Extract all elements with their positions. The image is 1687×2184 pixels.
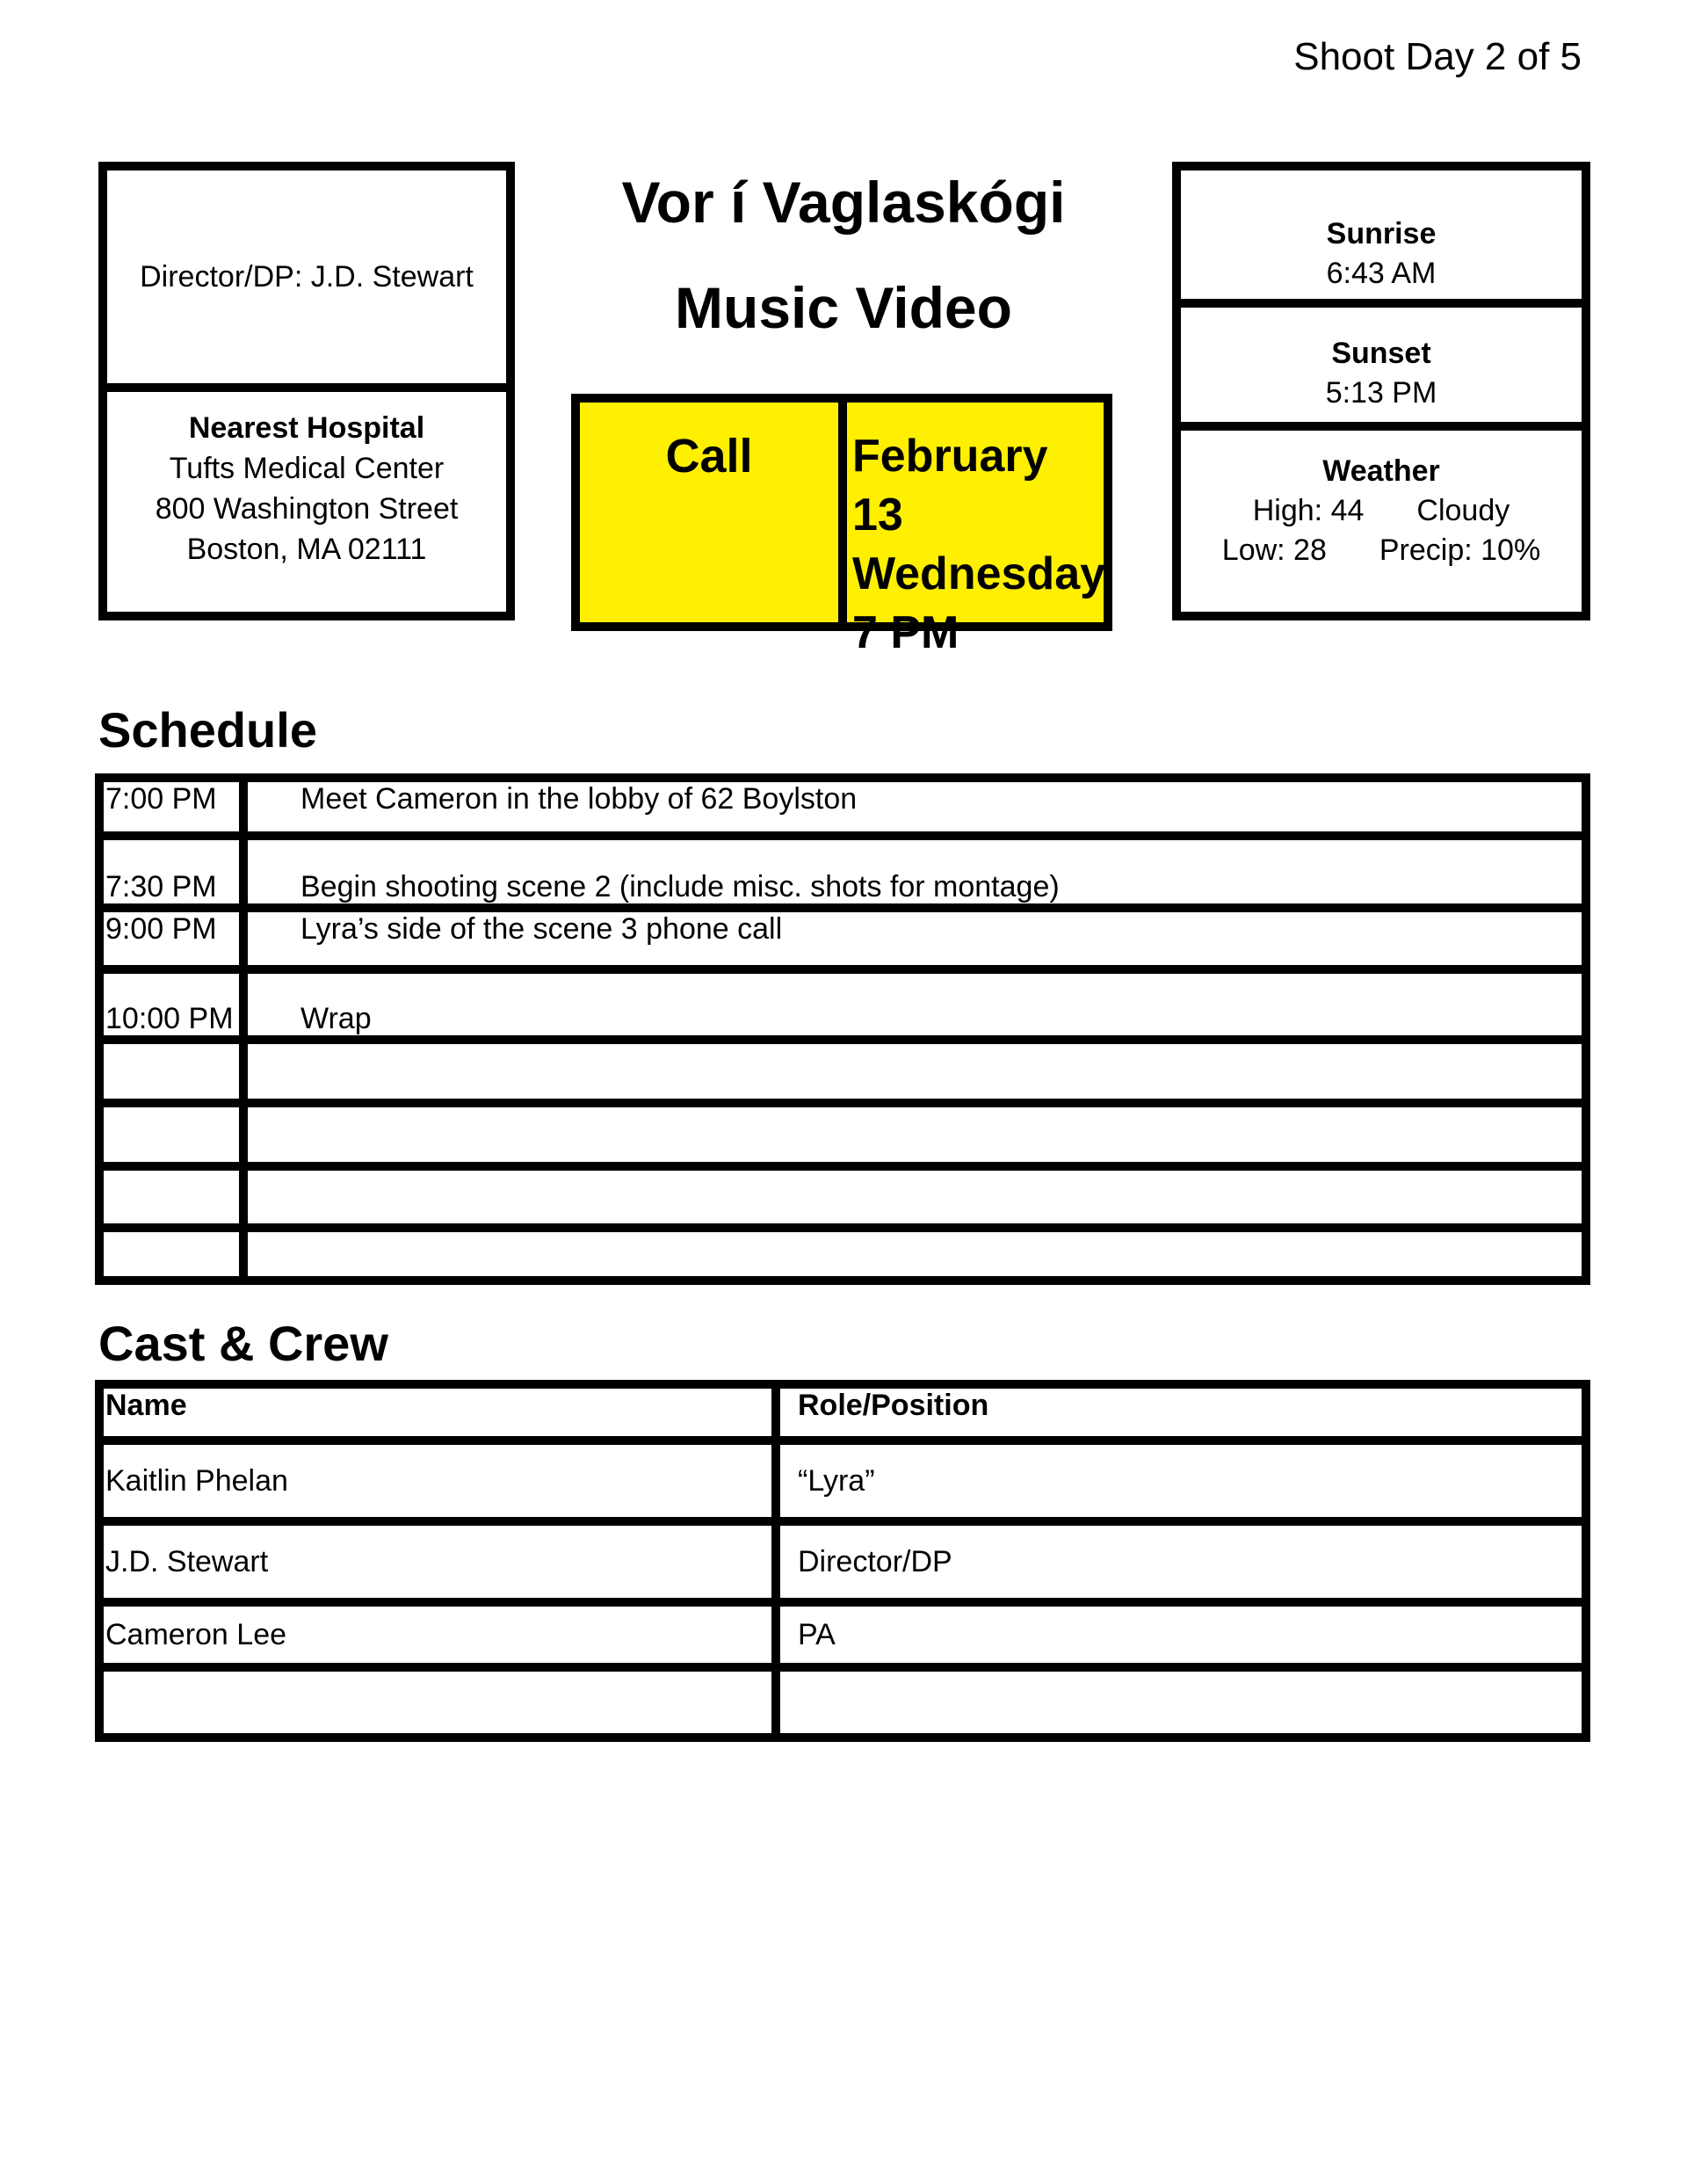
schedule-heading: Schedule [98,702,317,758]
sunrise-label: Sunrise [1326,217,1437,250]
schedule-time [99,1040,243,1103]
schedule-activity: Wrap [243,969,1586,1040]
call-label-box [571,394,847,631]
schedule-activity [243,1228,1586,1281]
weather-precip: Precip: 10% [1379,533,1541,567]
hospital-heading: Nearest Hospital [188,411,425,445]
cast-crew-table [95,1380,1590,1742]
director-box [98,162,515,392]
cast-row [99,1521,1586,1602]
sunset-label: Sunset [1331,337,1431,370]
cast-header-name: Name [99,1384,776,1440]
schedule-activity [243,1040,1586,1103]
call-details-box [838,394,1112,658]
schedule-row [99,969,1586,1040]
sunset-box [1172,299,1590,431]
cast-name [99,1667,776,1738]
schedule-activity: Meet Cameron in the lobby of 62 Boylston [243,778,1586,836]
schedule-activity: Lyra’s side of the scene 3 phone call [243,908,1586,969]
schedule-row [99,1040,1586,1103]
cast-header-row [99,1384,1586,1440]
sunset-time: 5:13 PM [1325,376,1437,410]
schedule-time: 7:30 PM [99,836,243,908]
schedule-time: 7:00 PM [99,778,243,836]
cast-name: Kaitlin Phelan [99,1440,776,1521]
director-text: Director/DP: J.D. Stewart [140,259,474,294]
hospital-name: Tufts Medical Center [169,452,445,485]
call-time: 7 PM [852,607,959,658]
hospital-city: Boston, MA 02111 [186,533,427,566]
weather-row-1 [1181,491,1582,531]
call-date: February 13 [852,431,1048,541]
schedule-row [99,778,1586,836]
weather-row-2 [1181,531,1582,570]
cast-row [99,1440,1586,1521]
cast-name: J.D. Stewart [99,1521,776,1602]
weather-heading: Weather [1322,454,1440,488]
weather-high: High: 44 [1252,494,1365,527]
weather-low: Low: 28 [1221,533,1327,567]
schedule-activity [243,1103,1586,1166]
page-title [562,149,1125,360]
schedule-time: 9:00 PM [99,908,243,969]
cast-role: Director/DP [776,1521,1586,1602]
weather-box [1172,422,1590,620]
cast-role [776,1667,1586,1738]
hospital-box [98,383,515,620]
schedule-activity [243,1166,1586,1228]
call-label: Call [665,430,753,483]
schedule-time [99,1228,243,1281]
schedule-row [99,908,1586,969]
cast-row [99,1602,1586,1667]
cast-role: PA [776,1602,1586,1667]
schedule-row [99,836,1586,908]
cast-row [99,1667,1586,1738]
weather-condition: Cloudy [1416,494,1510,527]
schedule-time: 10:00 PM [99,969,243,1040]
cast-crew-heading: Cast & Crew [98,1316,388,1371]
shoot-day-label: Shoot Day 2 of 5 [1293,35,1582,78]
schedule-table [95,773,1590,1285]
schedule-row [99,1103,1586,1166]
cast-name: Cameron Lee [99,1602,776,1667]
cast-role: “Lyra” [776,1440,1586,1521]
call-day: Wednesday [852,548,1106,599]
schedule-row [99,1166,1586,1228]
sunrise-box [1172,162,1590,308]
schedule-time [99,1103,243,1166]
schedule-row [99,1228,1586,1281]
hospital-street: 800 Washington Street [155,492,459,526]
title-line-1: Vor í Vaglaskógi [621,170,1066,235]
title-line-2: Music Video [675,275,1012,340]
sunrise-time: 6:43 AM [1326,257,1437,290]
schedule-time [99,1166,243,1228]
schedule-activity: Begin shooting scene 2 (include misc. shots for montage) [243,836,1586,908]
cast-header-role: Role/Position [776,1384,1586,1440]
